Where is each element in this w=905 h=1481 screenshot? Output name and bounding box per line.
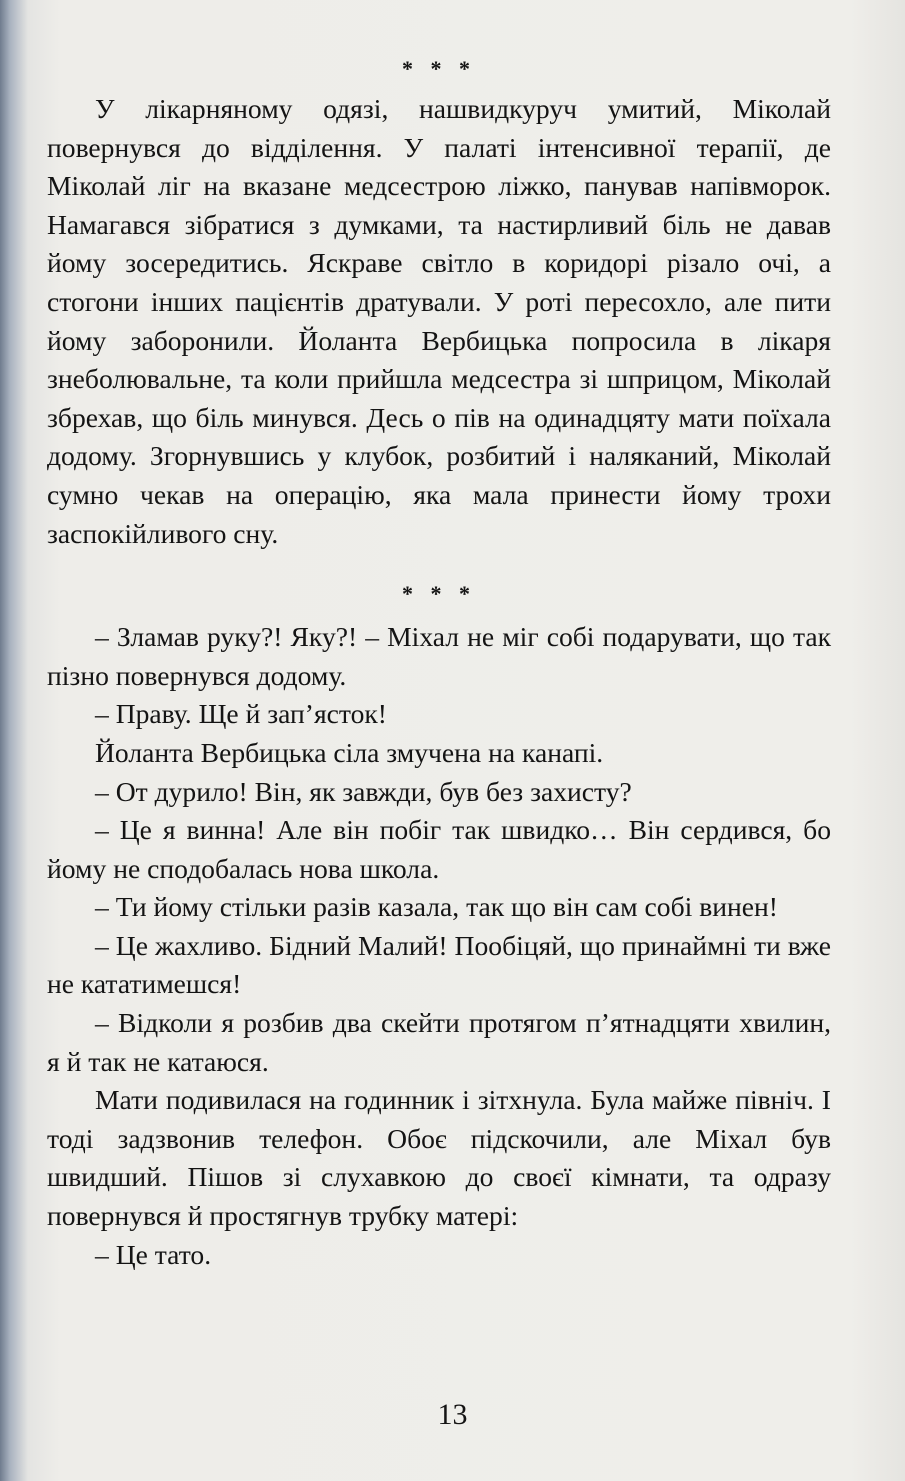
dialogue-line: – Це я винна! Але він побіг так швидко… Він сердився, бо йому не сподобалась нова школа. bbox=[47, 814, 831, 884]
dialogue-line: – Це жахливо. Бідний Малий! Пообіцяй, що принаймні ти вже не кататимешся! bbox=[47, 929, 831, 1000]
section-separator: * * * bbox=[402, 581, 476, 607]
narration-line: Йоланта Вербицька сіла змучена на канапі. bbox=[95, 736, 604, 768]
page-number: 13 bbox=[437, 1398, 468, 1431]
dialogue-line: – Відколи я розбив два скейти протягом п’ятнадцяти хвилин, я й так не катаюся. bbox=[47, 1007, 831, 1077]
dialogue-line: – Ти йому стільки разів казала, так що він сам собі винен! bbox=[95, 891, 778, 923]
dialogue-line: – Зламав руку?! Яку?! – Міхал не міг собі подарувати, що так пізно повернувся додому. bbox=[47, 621, 831, 691]
paragraph: Мати подивилася на годинник і зітхнула. Була майже північ. І тоді задзвонив телефон. Обоє підскочили, але Міхал був швидший. Пішов зі слухавкою до своєї кімнати, та одразу повернувся й простягнув трубку матері: bbox=[47, 1084, 831, 1232]
section-separator: * * * bbox=[402, 56, 476, 81]
dialogue-line: – Це тато. bbox=[95, 1238, 212, 1270]
dialogue-line: – От дурило! Він, як завжди, був без захисту? bbox=[95, 775, 632, 807]
paragraph: У лікарняному одязі, нашвидкуруч умитий, Міколай повернувся до відділення. У палаті інтенсивної терапії, де Міколай ліг на вказане медсестрою ліжко, панував напівморок. Намагався зібратися з думками, та настирливий біль не давав йому зосередитись. Яскраве світло в коридорі різало очі, а стогони інших пацієнтів дратували. У роті пересохло, але пити йому заборонили. Йоланта Вербицька попросила в лікаря знеболювальне, та коли прийшла медсестра зі шприцом, Міколай збрехав, що біль минувся. Десь о пів на одинадцяту мати поїхала додому. Згорнувшись у клубок, розбитий і наляканий, Міколай сумно чекав на операцію, яка мала принести йому трохи заспокійливого сну. bbox=[47, 93, 831, 549]
dialogue-line: – Праву. Ще й зап’ясток! bbox=[95, 698, 387, 730]
page-text bbox=[47, 50, 831, 1274]
